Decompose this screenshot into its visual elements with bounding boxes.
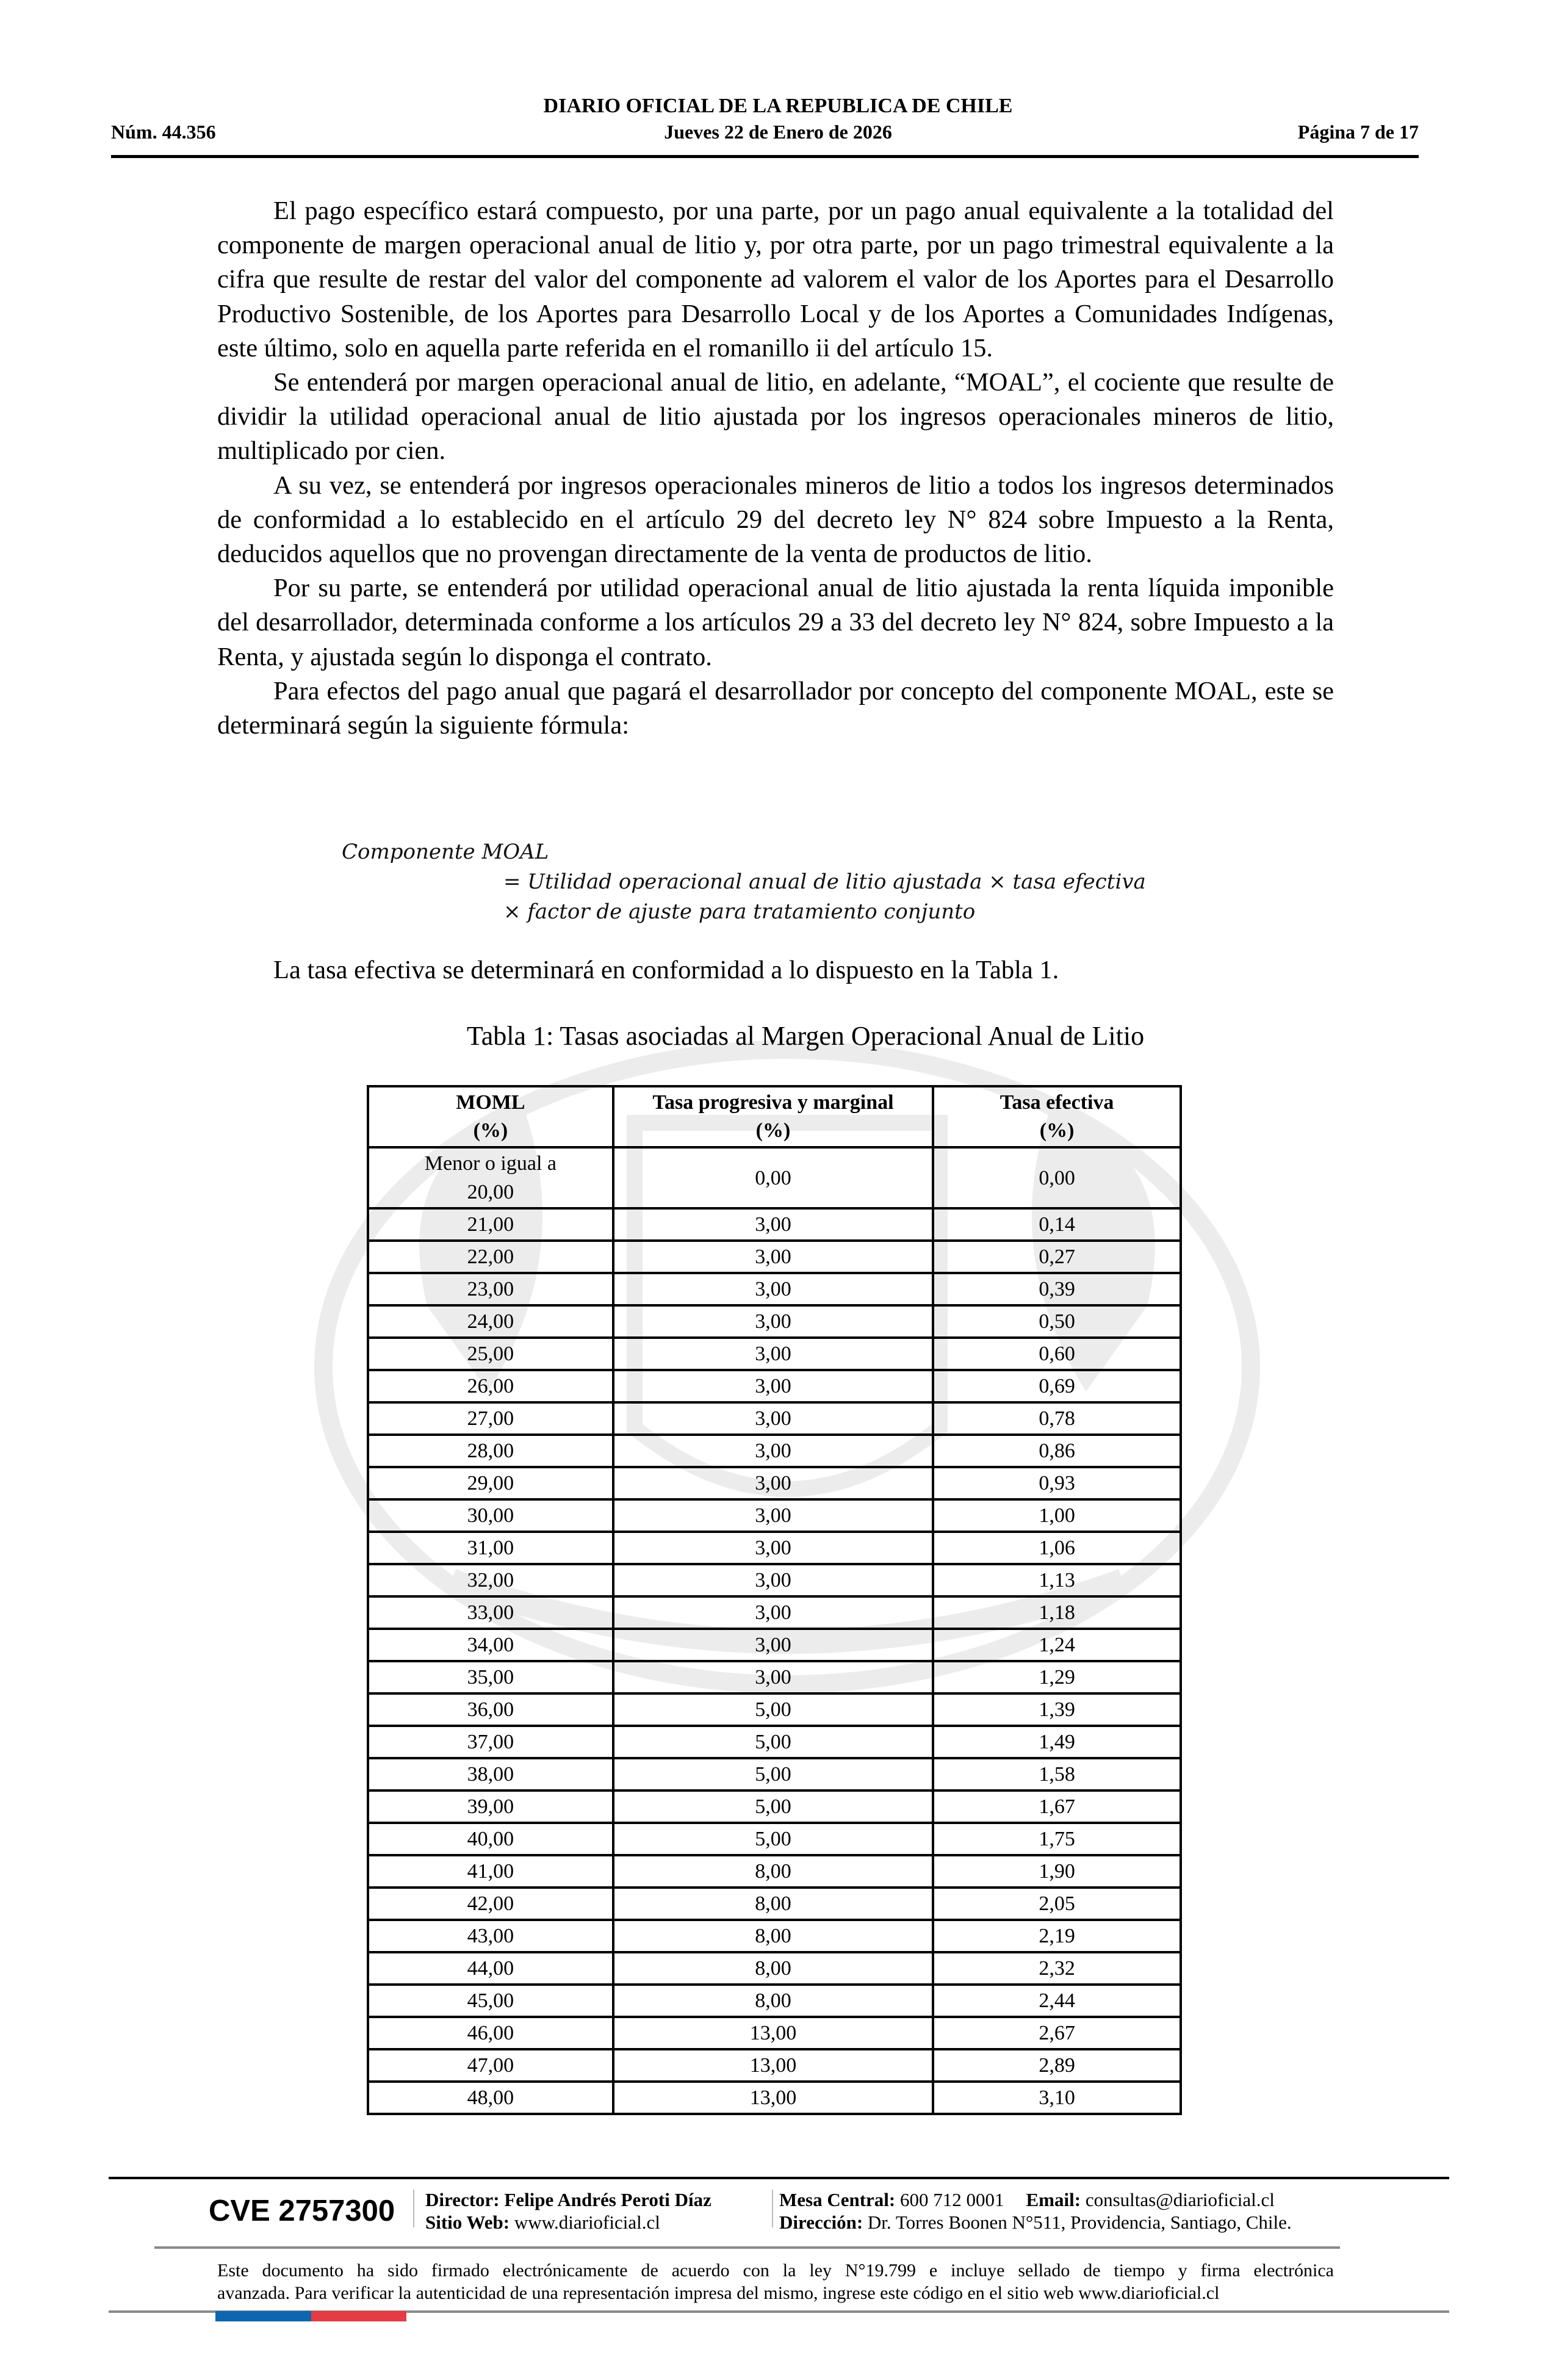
document-body	[217, 194, 1334, 743]
cell-tasa-efectiva: 2,67	[933, 2017, 1181, 2049]
paragraph: Por su parte, se entenderá por utilidad operacional anual de litio ajustada la renta líquida imponible del desarrollador, determinada conforme a los artículos 29 a 33 del decreto ley N° 824, sobre Impuesto a la Renta, y ajustada según lo disponga el contrato.	[217, 574, 1334, 671]
cell-moml: 34,00	[368, 1629, 613, 1661]
director-name: Felipe Andrés Peroti Díaz	[504, 2189, 711, 2210]
header-divider	[111, 155, 1419, 158]
table-row	[368, 1920, 1181, 1952]
cell-tasa-efectiva: 1,49	[933, 1726, 1181, 1758]
cell-moml: 33,00	[368, 1596, 613, 1629]
cell-tasa-progresiva: 5,00	[613, 1693, 933, 1726]
column-header-tasa-efectiva: Tasa efectiva (%)	[933, 1086, 1181, 1147]
formula-line: × factor de ajuste para tratamiento conjunto	[503, 900, 976, 924]
cell-moml: 45,00	[368, 1985, 613, 2017]
cell-tasa-efectiva: 2,32	[933, 1952, 1181, 1985]
table-row	[368, 1758, 1181, 1790]
table-row	[368, 1564, 1181, 1596]
formula-line: = Utilidad operacional anual de litio ajustada × tasa efectiva	[503, 870, 1146, 894]
cell-moml: 21,00	[368, 1208, 613, 1241]
cell-tasa-efectiva: 1,67	[933, 1790, 1181, 1823]
cell-tasa-efectiva: 0,50	[933, 1305, 1181, 1338]
cell-tasa-progresiva: 5,00	[613, 1790, 933, 1823]
table-row	[368, 1305, 1181, 1338]
rates-table	[367, 1085, 1182, 2115]
address-label: Dirección:	[779, 2212, 863, 2233]
issue-date: Jueves 22 de Enero de 2026	[664, 121, 892, 143]
issue-number: Núm. 44.356	[111, 121, 216, 143]
table-row	[368, 1693, 1181, 1726]
cell-moml: 25,00	[368, 1338, 613, 1370]
cell-tasa-efectiva: 0,00	[933, 1147, 1181, 1208]
newspaper-title: DIARIO OFICIAL DE LA REPUBLICA DE CHILE	[543, 95, 1013, 117]
table-row	[368, 1273, 1181, 1305]
table-row	[368, 2049, 1181, 2082]
table-row	[368, 1402, 1181, 1435]
cell-tasa-progresiva: 5,00	[613, 1758, 933, 1790]
table-row	[368, 1888, 1181, 1920]
cell-tasa-progresiva: 3,00	[613, 1273, 933, 1305]
cell-tasa-efectiva: 0,60	[933, 1338, 1181, 1370]
cell-tasa-efectiva: 2,05	[933, 1888, 1181, 1920]
cell-tasa-progresiva: 0,00	[613, 1147, 933, 1208]
footer-director-block	[425, 2188, 711, 2234]
cell-tasa-progresiva: 13,00	[613, 2017, 933, 2049]
cell-moml: 39,00	[368, 1790, 613, 1823]
cell-moml: 46,00	[368, 2017, 613, 2049]
director-label: Director:	[425, 2189, 500, 2210]
cell-moml: 23,00	[368, 1273, 613, 1305]
cell-tasa-progresiva: 3,00	[613, 1338, 933, 1370]
table-row	[368, 1596, 1181, 1629]
cell-tasa-efectiva: 3,10	[933, 2082, 1181, 2114]
table-row	[368, 1208, 1181, 1241]
cell-moml: Menor o igual a 20,00	[368, 1147, 613, 1208]
cell-tasa-efectiva: 0,93	[933, 1467, 1181, 1499]
cell-moml: 48,00	[368, 2082, 613, 2114]
cell-tasa-progresiva: 3,00	[613, 1435, 933, 1467]
email-link[interactable]: consultas@diarioficial.cl	[1085, 2189, 1275, 2210]
cell-tasa-efectiva: 2,19	[933, 1920, 1181, 1952]
cell-tasa-efectiva: 1,90	[933, 1855, 1181, 1888]
paragraph: Se entenderá por margen operacional anual de litio, en adelante, “MOAL”, el cociente que resulte de dividir la utilidad operacional anual de litio ajustada por los ingresos operacionales mineros de litio, multiplicado por cien.	[217, 368, 1334, 466]
cell-moml: 40,00	[368, 1823, 613, 1855]
table-row	[368, 1629, 1181, 1661]
cell-moml: 30,00	[368, 1499, 613, 1532]
cell-tasa-efectiva: 0,39	[933, 1273, 1181, 1305]
cell-tasa-progresiva: 13,00	[613, 2049, 933, 2082]
table-row	[368, 1985, 1181, 2017]
cell-tasa-efectiva: 1,06	[933, 1532, 1181, 1564]
footer-divider	[109, 2177, 1449, 2179]
cell-tasa-efectiva: 0,14	[933, 1208, 1181, 1241]
table-row	[368, 1370, 1181, 1402]
table-row	[368, 1499, 1181, 1532]
cell-moml: 24,00	[368, 1305, 613, 1338]
footer-divider	[154, 2246, 1340, 2249]
phone-label: Mesa Central:	[779, 2189, 896, 2210]
cell-tasa-efectiva: 1,00	[933, 1499, 1181, 1532]
cell-tasa-efectiva: 1,29	[933, 1661, 1181, 1693]
table-row	[368, 1790, 1181, 1823]
cell-tasa-progresiva: 8,00	[613, 1985, 933, 2017]
cell-moml: 28,00	[368, 1435, 613, 1467]
flag-stripe-red-icon	[311, 2311, 406, 2321]
table-row	[368, 1823, 1181, 1855]
cell-tasa-progresiva: 3,00	[613, 1241, 933, 1273]
cell-tasa-progresiva: 8,00	[613, 1888, 933, 1920]
cell-moml: 36,00	[368, 1693, 613, 1726]
cve-code: CVE 2757300	[209, 2194, 395, 2227]
cell-tasa-progresiva: 3,00	[613, 1532, 933, 1564]
cell-tasa-progresiva: 8,00	[613, 1952, 933, 1985]
legal-line: avanzada. Para verificar la autenticidad de una representación impresa del mismo, ingrese este código en el sitio web www.diarioficial.cl	[217, 2283, 1220, 2303]
table-row	[368, 1726, 1181, 1758]
cell-moml: 47,00	[368, 2049, 613, 2082]
cell-tasa-progresiva: 3,00	[613, 1305, 933, 1338]
cell-tasa-efectiva: 1,13	[933, 1564, 1181, 1596]
table-row	[368, 1147, 1181, 1208]
table-intro-text: La tasa efectiva se determinará en conformidad a lo dispuesto en la Tabla 1.	[273, 956, 1059, 984]
page-indicator: Página 7 de 17	[1297, 121, 1419, 143]
cell-tasa-progresiva: 8,00	[613, 1855, 933, 1888]
column-header-tasa-progresiva: Tasa progresiva y marginal (%)	[613, 1086, 933, 1147]
table-caption: Tabla 1: Tasas asociadas al Margen Operacional Anual de Litio	[466, 1021, 1145, 1051]
cell-tasa-progresiva: 3,00	[613, 1370, 933, 1402]
cell-moml: 27,00	[368, 1402, 613, 1435]
table-row	[368, 1338, 1181, 1370]
cell-tasa-progresiva: 13,00	[613, 2082, 933, 2114]
cell-tasa-efectiva: 1,58	[933, 1758, 1181, 1790]
table-row	[368, 2017, 1181, 2049]
table-row	[368, 1467, 1181, 1499]
cell-moml: 38,00	[368, 1758, 613, 1790]
address-value: Dr. Torres Boonen N°511, Providencia, Santiago, Chile.	[867, 2212, 1292, 2233]
cell-tasa-progresiva: 8,00	[613, 1920, 933, 1952]
cell-moml: 37,00	[368, 1726, 613, 1758]
formula-line: Componente MOAL	[342, 840, 549, 864]
cell-tasa-progresiva: 3,00	[613, 1208, 933, 1241]
cell-tasa-efectiva: 2,89	[933, 2049, 1181, 2082]
cell-moml: 22,00	[368, 1241, 613, 1273]
paragraph: Para efectos del pago anual que pagará el desarrollador por concepto del componente MOAL, este se determinará según la siguiente fórmula:	[217, 676, 1334, 740]
cell-tasa-efectiva: 1,39	[933, 1693, 1181, 1726]
cell-tasa-progresiva: 3,00	[613, 1596, 933, 1629]
cell-tasa-efectiva: 2,44	[933, 1985, 1181, 2017]
table-row	[368, 1855, 1181, 1888]
cell-tasa-progresiva: 3,00	[613, 1661, 933, 1693]
website-link[interactable]: www.diarioficial.cl	[514, 2212, 660, 2233]
cell-moml: 44,00	[368, 1952, 613, 1985]
flag-stripe-blue-icon	[215, 2311, 311, 2321]
moal-formula	[342, 837, 1146, 927]
email-label: Email:	[1026, 2189, 1081, 2210]
cell-moml: 42,00	[368, 1888, 613, 1920]
website-label: Sitio Web:	[425, 2212, 510, 2233]
cell-moml: 32,00	[368, 1564, 613, 1596]
table-row	[368, 1241, 1181, 1273]
cell-moml: 31,00	[368, 1532, 613, 1564]
cell-tasa-efectiva: 0,27	[933, 1241, 1181, 1273]
phone-number: 600 712 0001	[900, 2189, 1004, 2210]
footer-separator	[413, 2190, 414, 2227]
cell-moml: 29,00	[368, 1467, 613, 1499]
cell-moml: 43,00	[368, 1920, 613, 1952]
cell-tasa-efectiva: 0,86	[933, 1435, 1181, 1467]
column-header-moml: MOML (%)	[368, 1086, 613, 1147]
legal-line: Este documento ha sido firmado electrónicamente de acuerdo con la ley N°19.799 e incluye sellado de tiempo y firma electrónica	[217, 2260, 1334, 2281]
cell-tasa-progresiva: 3,00	[613, 1564, 933, 1596]
table-header-row	[368, 1086, 1181, 1147]
cell-moml: 26,00	[368, 1370, 613, 1402]
cell-tasa-efectiva: 0,78	[933, 1402, 1181, 1435]
cell-moml: 41,00	[368, 1855, 613, 1888]
cell-moml: 35,00	[368, 1661, 613, 1693]
paragraph: A su vez, se entenderá por ingresos operacionales mineros de litio a todos los ingresos determinados de conformidad a lo establecido en el artículo 29 del decreto ley N° 824 sobre Impuesto a la Renta, deducidos aquellos que no provengan directamente de la venta de productos de litio.	[217, 471, 1334, 569]
cell-tasa-progresiva: 5,00	[613, 1726, 933, 1758]
table-row	[368, 1952, 1181, 1985]
legal-notice	[217, 2259, 1334, 2304]
cell-tasa-efectiva: 1,18	[933, 1596, 1181, 1629]
cell-tasa-progresiva: 3,00	[613, 1499, 933, 1532]
cell-tasa-efectiva: 0,69	[933, 1370, 1181, 1402]
table-row	[368, 1435, 1181, 1467]
table-row	[368, 2082, 1181, 2114]
footer-separator	[772, 2190, 773, 2227]
cell-tasa-progresiva: 3,00	[613, 1629, 933, 1661]
cell-tasa-progresiva: 3,00	[613, 1402, 933, 1435]
cell-tasa-progresiva: 5,00	[613, 1823, 933, 1855]
footer-contact-block	[779, 2188, 1292, 2234]
cell-tasa-efectiva: 1,75	[933, 1823, 1181, 1855]
cell-tasa-efectiva: 1,24	[933, 1629, 1181, 1661]
table-row	[368, 1661, 1181, 1693]
paragraph: El pago específico estará compuesto, por una parte, por un pago anual equivalente a la totalidad del componente de margen operacional anual de litio y, por otra parte, por un pago trimestral equivalente a la cifra que resulte de restar del valor del componente ad valorem el valor de los Aportes para el Desarrollo Productivo Sostenible, de los Aportes para Desarrollo Local y de los Aportes a Comunidades Indígenas, este último, solo en aquella parte referida en el romanillo ii del artículo 15.	[217, 197, 1334, 362]
cell-tasa-progresiva: 3,00	[613, 1467, 933, 1499]
table-row	[368, 1532, 1181, 1564]
